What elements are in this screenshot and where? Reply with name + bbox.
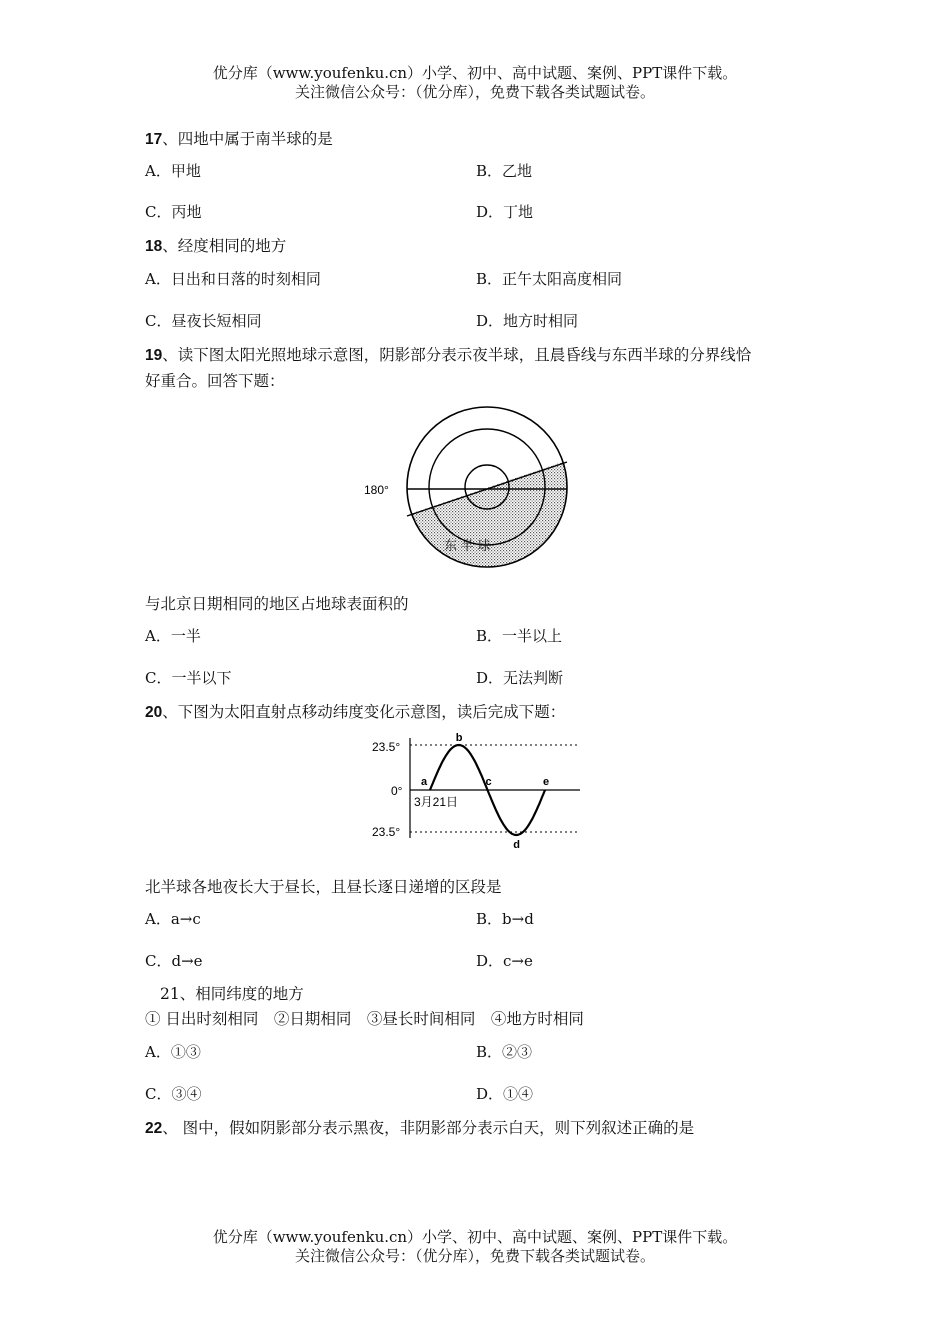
point-label-b: b [455,732,463,744]
q17-option-d[interactable]: D．丁地 [476,203,534,221]
q19-option-a[interactable]: A．一半 [145,627,201,645]
q20-number: 20 [145,704,163,721]
header-line-1: 优分库（www.youfenku.cn）小学、初中、高中试题、案例、PPT课件下载。 [212,64,738,82]
q20-option-c[interactable]: C．d→e [145,952,203,970]
q18-option-b[interactable]: B．正午太阳高度相同 [476,270,623,288]
q17-option-b[interactable]: B．乙地 [476,162,533,180]
q19-stem-2: 好重合。回答下题： [145,372,285,390]
q19-number: 19 [145,347,163,364]
q20-stem [145,700,565,722]
q20-option-d[interactable]: D．c→e [476,952,533,970]
q18-stem [145,234,286,256]
q22-stem [145,1116,694,1138]
q20-text: 、下图为太阳直射点移动纬度变化示意图，读后完成下题： [162,703,566,721]
q21-option-b[interactable]: B．②③ [476,1043,533,1061]
q17-text: 、四地中属于南半球的是 [162,130,333,148]
ytick-label-south: 23.5° [372,825,401,839]
q18-option-c[interactable]: C．昼夜长短相同 [145,312,262,330]
ytick-label-north: 23.5° [372,740,401,754]
q21-number: 21 [160,985,180,1003]
q19-sub-question: 与北京日期相同的地区占地球表面积的 [145,595,409,613]
q17-number: 17 [145,131,163,148]
q20-sub-question: 北半球各地夜长大于昼长，且昼长逐日递增的区段是 [145,878,502,896]
point-label-c: c [485,776,492,788]
sunlight-globe-figure [362,400,592,580]
footer-line-2: 关注微信公众号：（优分库），免费下载各类试题试卷。 [294,1247,655,1265]
q19-option-d[interactable]: D．无法判断 [476,669,564,687]
q20-option-b[interactable]: B．b→d [476,910,534,928]
q19-option-b[interactable]: B．一半以上 [476,627,563,645]
label-180-degree: 180° [364,483,389,497]
point-label-a: a [421,776,428,788]
point-label-d: d [513,839,521,850]
q19-option-c[interactable]: C．一半以下 [145,669,232,687]
q21-option-a[interactable]: A．①③ [145,1043,201,1061]
q19-text: 、读下图太阳光照地球示意图，阴影部分表示夜半球，且晨昏线与东西半球的分界线恰 [162,346,752,364]
q18-option-d[interactable]: D．地方时相同 [476,312,579,330]
q17-option-a[interactable]: A．甲地 [145,162,201,180]
footer-line-1: 优分库（www.youfenku.cn）小学、初中、高中试题、案例、PPT课件下载。 [212,1228,738,1246]
q17-option-c[interactable]: C．丙地 [145,203,202,221]
q22-number: 22 [145,1120,163,1137]
q21-items: ① 日出时刻相同 ②日期相同 ③昼长时间相同 ④地方时相同 [145,1010,584,1028]
q17-stem [145,127,333,149]
q21-stem [160,982,304,1004]
east-hemisphere-label: 东 半 球 [444,538,491,553]
q21-option-d[interactable]: D．①④ [476,1085,534,1103]
point-label-e: e [543,776,550,788]
q18-number: 18 [145,238,163,255]
q18-option-a[interactable]: A．日出和日落的时刻相同 [145,270,321,288]
q22-text: 、 图中，假如阴影部分表示黑夜，非阴影部分表示白天，则下列叙述正确的是 [162,1119,695,1137]
ytick-label-zero: 0° [391,784,403,798]
header-line-2: 关注微信公众号：（优分库），免费下载各类试题试卷。 [294,83,655,101]
q19-stem-1 [145,343,751,365]
q21-text: 、相同纬度的地方 [179,985,304,1003]
start-date-label: 3月21日 [414,795,459,809]
q21-option-c[interactable]: C．③④ [145,1085,202,1103]
q20-option-a[interactable]: A．a→c [145,910,201,928]
subsolar-latitude-chart [360,730,590,850]
q18-text: 、经度相同的地方 [162,237,287,255]
